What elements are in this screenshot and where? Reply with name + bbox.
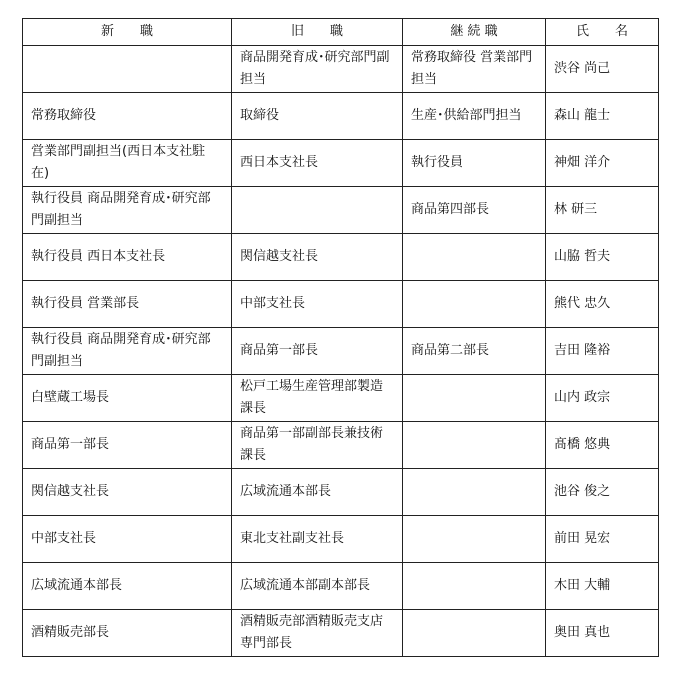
cell-name: 森山 龍士 (546, 93, 659, 140)
cell-new-position: 関信越支社長 (23, 469, 232, 516)
cell-old-position: 酒精販売部酒精販売支店専門部長 (232, 610, 403, 657)
cell-new-position: 営業部門副担当(西日本支社駐在) (23, 140, 232, 187)
cell-old-position (232, 187, 403, 234)
cell-continuing-position (403, 610, 546, 657)
cell-continuing-position (403, 281, 546, 328)
cell-name: 山内 政宗 (546, 375, 659, 422)
cell-new-position: 白壁蔵工場長 (23, 375, 232, 422)
table-row (23, 469, 659, 516)
cell-new-position: 商品第一部長 (23, 422, 232, 469)
table-row (23, 563, 659, 610)
cell-old-position: 関信越支社長 (232, 234, 403, 281)
cell-new-position: 執行役員 西日本支社長 (23, 234, 232, 281)
cell-new-position: 広域流通本部長 (23, 563, 232, 610)
table-row (23, 328, 659, 375)
cell-old-position: 商品第一部副部長兼技術課長 (232, 422, 403, 469)
cell-continuing-position (403, 516, 546, 563)
cell-name: 髙橋 悠典 (546, 422, 659, 469)
cell-name: 奥田 真也 (546, 610, 659, 657)
table-header (23, 19, 659, 46)
cell-name: 林 研三 (546, 187, 659, 234)
cell-name: 熊代 忠久 (546, 281, 659, 328)
table-row (23, 610, 659, 657)
personnel-roster-table (22, 18, 659, 657)
cell-name: 山脇 哲夫 (546, 234, 659, 281)
cell-old-position: 取締役 (232, 93, 403, 140)
cell-new-position: 酒精販売部長 (23, 610, 232, 657)
table-row (23, 46, 659, 93)
cell-old-position: 松戸工場生産管理部製造課長 (232, 375, 403, 422)
cell-continuing-position: 常務取締役 営業部門担当 (403, 46, 546, 93)
cell-name: 前田 晃宏 (546, 516, 659, 563)
cell-new-position: 執行役員 商品開発育成･研究部門副担当 (23, 328, 232, 375)
header-old-position: 旧 職 (232, 19, 403, 46)
cell-old-position: 広域流通本部副本部長 (232, 563, 403, 610)
cell-continuing-position (403, 234, 546, 281)
header-name: 氏 名 (546, 19, 659, 46)
header-new-position: 新 職 (23, 19, 232, 46)
cell-continuing-position: 執行役員 (403, 140, 546, 187)
cell-new-position: 常務取締役 (23, 93, 232, 140)
table-row (23, 93, 659, 140)
cell-new-position: 執行役員 商品開発育成･研究部門副担当 (23, 187, 232, 234)
table-row (23, 140, 659, 187)
cell-new-position: 中部支社長 (23, 516, 232, 563)
cell-name: 渋谷 尚己 (546, 46, 659, 93)
cell-old-position: 東北支社副支社長 (232, 516, 403, 563)
cell-old-position: 中部支社長 (232, 281, 403, 328)
cell-continuing-position: 生産･供給部門担当 (403, 93, 546, 140)
cell-continuing-position: 商品第四部長 (403, 187, 546, 234)
cell-name: 池谷 俊之 (546, 469, 659, 516)
cell-continuing-position (403, 422, 546, 469)
cell-old-position: 商品開発育成･研究部門副担当 (232, 46, 403, 93)
table-row (23, 281, 659, 328)
cell-old-position: 広域流通本部長 (232, 469, 403, 516)
header-continuing-position: 継 続 職 (403, 19, 546, 46)
table-body (23, 46, 659, 657)
cell-name: 木田 大輔 (546, 563, 659, 610)
table-row (23, 234, 659, 281)
table-row (23, 187, 659, 234)
cell-name: 神畑 洋介 (546, 140, 659, 187)
header-row (23, 19, 659, 46)
table-row (23, 422, 659, 469)
table-row (23, 375, 659, 422)
cell-new-position: 執行役員 営業部長 (23, 281, 232, 328)
cell-continuing-position (403, 469, 546, 516)
cell-old-position: 西日本支社長 (232, 140, 403, 187)
cell-continuing-position: 商品第二部長 (403, 328, 546, 375)
cell-continuing-position (403, 563, 546, 610)
table-row (23, 516, 659, 563)
cell-old-position: 商品第一部長 (232, 328, 403, 375)
cell-name: 吉田 隆裕 (546, 328, 659, 375)
cell-continuing-position (403, 375, 546, 422)
cell-new-position (23, 46, 232, 93)
